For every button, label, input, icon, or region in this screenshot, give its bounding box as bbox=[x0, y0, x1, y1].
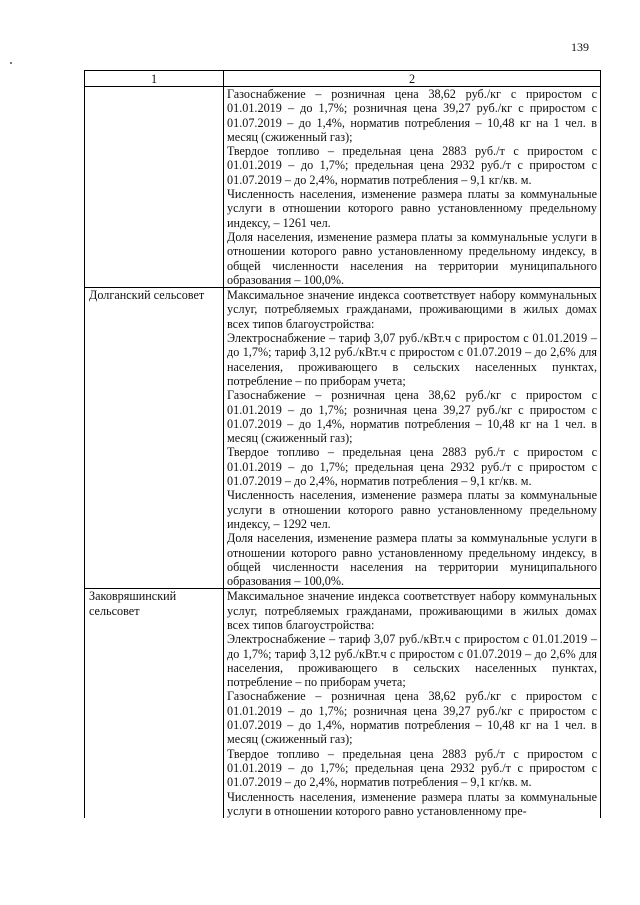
page-number: 139 bbox=[571, 40, 589, 54]
municipality-name-cell bbox=[85, 87, 224, 288]
table-row bbox=[85, 87, 601, 288]
paragraph: Газоснабжение – розничная цена 38,62 руб./кг с приростом с 01.01.2019 – до 1,7%; розничная цена 39,27 руб./кг с приростом с 01.07.2019 – до 1,4%, норматив потребления – 10,48 кг на 1 чел. в месяц (сжиженный газ); bbox=[227, 689, 597, 747]
scan-edge-mark bbox=[10, 62, 12, 64]
tariff-table bbox=[84, 70, 601, 818]
paragraph: Доля населения, изменение размера платы за коммунальные услуги в отношении которого равно установленному предельному индексу, в общей численности населения на территории муниципального образования – 100,0%. bbox=[227, 531, 597, 589]
paragraph: Максимальное значение индекса соответствует набору коммунальных услуг, потребляемых гражданами, проживающими в жилых домах всех типов благоустройства: bbox=[227, 589, 597, 632]
paragraph: Твердое топливо – предельная цена 2883 руб./т с приростом с 01.01.2019 – до 1,7%; предельная цена 2932 руб./т с приростом с 01.07.2019 – до 2,4%, норматив потребления – 9,1 кг/кв. м. bbox=[227, 144, 597, 187]
table-row bbox=[85, 288, 601, 589]
column-header-1: 1 bbox=[85, 71, 224, 87]
municipality-name-cell: Заковряшинский сельсовет bbox=[85, 589, 224, 818]
paragraph: Твердое топливо – предельная цена 2883 руб./т с приростом с 01.01.2019 – до 1,7%; предельная цена 2932 руб./т с приростом с 01.07.2019 – до 2,4%, норматив потребления – 9,1 кг/кв. м. bbox=[227, 746, 597, 790]
paragraph: Численность населения, изменение размера платы за коммунальные услуги в отношении которого равно установленному пре- bbox=[227, 789, 597, 818]
paragraph: Численность населения, изменение размера платы за коммунальные услуги в отношении которого равно установленному предельному индексу, – 1292 чел. bbox=[227, 488, 597, 531]
paragraph: Электроснабжение – тариф 3,07 руб./кВт.ч с приростом с 01.01.2019 – до 1,7%; тариф 3,12 руб./кВт.ч с приростом с 01.07.2019 – до 2,6% для населения, проживающего в сельских населенных пунктах, потребление – по приборам учета; bbox=[227, 331, 597, 388]
paragraph: Численность населения, изменение размера платы за коммунальные услуги в отношении которого равно установленному предельному индексу, – 1261 чел. bbox=[227, 187, 597, 230]
column-header-2: 2 bbox=[224, 71, 601, 87]
paragraph: Электроснабжение – тариф 3,07 руб./кВт.ч с приростом с 01.01.2019 – до 1,7%; тариф 3,12 руб./кВт.ч с приростом с 01.07.2019 – до 2,6% для населения, проживающего в сельских населенных пунктах, потребление – по приборам учета; bbox=[227, 632, 597, 690]
table-header-row bbox=[85, 71, 601, 87]
description-cell bbox=[224, 288, 601, 589]
paragraph: Твердое топливо – предельная цена 2883 руб./т с приростом с 01.01.2019 – до 1,7%; предельная цена 2932 руб./т с приростом с 01.07.2019 – до 2,4%, норматив потребления – 9,1 кг/кв. м. bbox=[227, 445, 597, 489]
description-cell bbox=[224, 87, 601, 288]
paragraph: Доля населения, изменение размера платы за коммунальные услуги в отношении которого равно установленному предельному индексу, в общей численности населения на территории муниципального образования – 100,0%. bbox=[227, 229, 597, 287]
description-cell bbox=[224, 589, 601, 818]
paragraph: Максимальное значение индекса соответствует набору коммунальных услуг, потребляемых гражданами, проживающими в жилых домах всех типов благоустройства: bbox=[227, 288, 597, 331]
table-row bbox=[85, 589, 601, 818]
municipality-name-cell: Долганский сельсовет bbox=[85, 288, 224, 589]
paragraph: Газоснабжение – розничная цена 38,62 руб./кг с приростом с 01.01.2019 – до 1,7%; розничная цена 39,27 руб./кг с приростом с 01.07.2019 – до 1,4%, норматив потребления – 10,48 кг на 1 чел. в месяц (сжиженный газ); bbox=[227, 388, 597, 446]
paragraph: Газоснабжение – розничная цена 38,62 руб./кг с приростом с 01.01.2019 – до 1,7%; розничная цена 39,27 руб./кг с приростом с 01.07.2019 – до 1,4%, норматив потребления – 10,48 кг на 1 чел. в месяц (сжиженный газ); bbox=[227, 87, 597, 144]
